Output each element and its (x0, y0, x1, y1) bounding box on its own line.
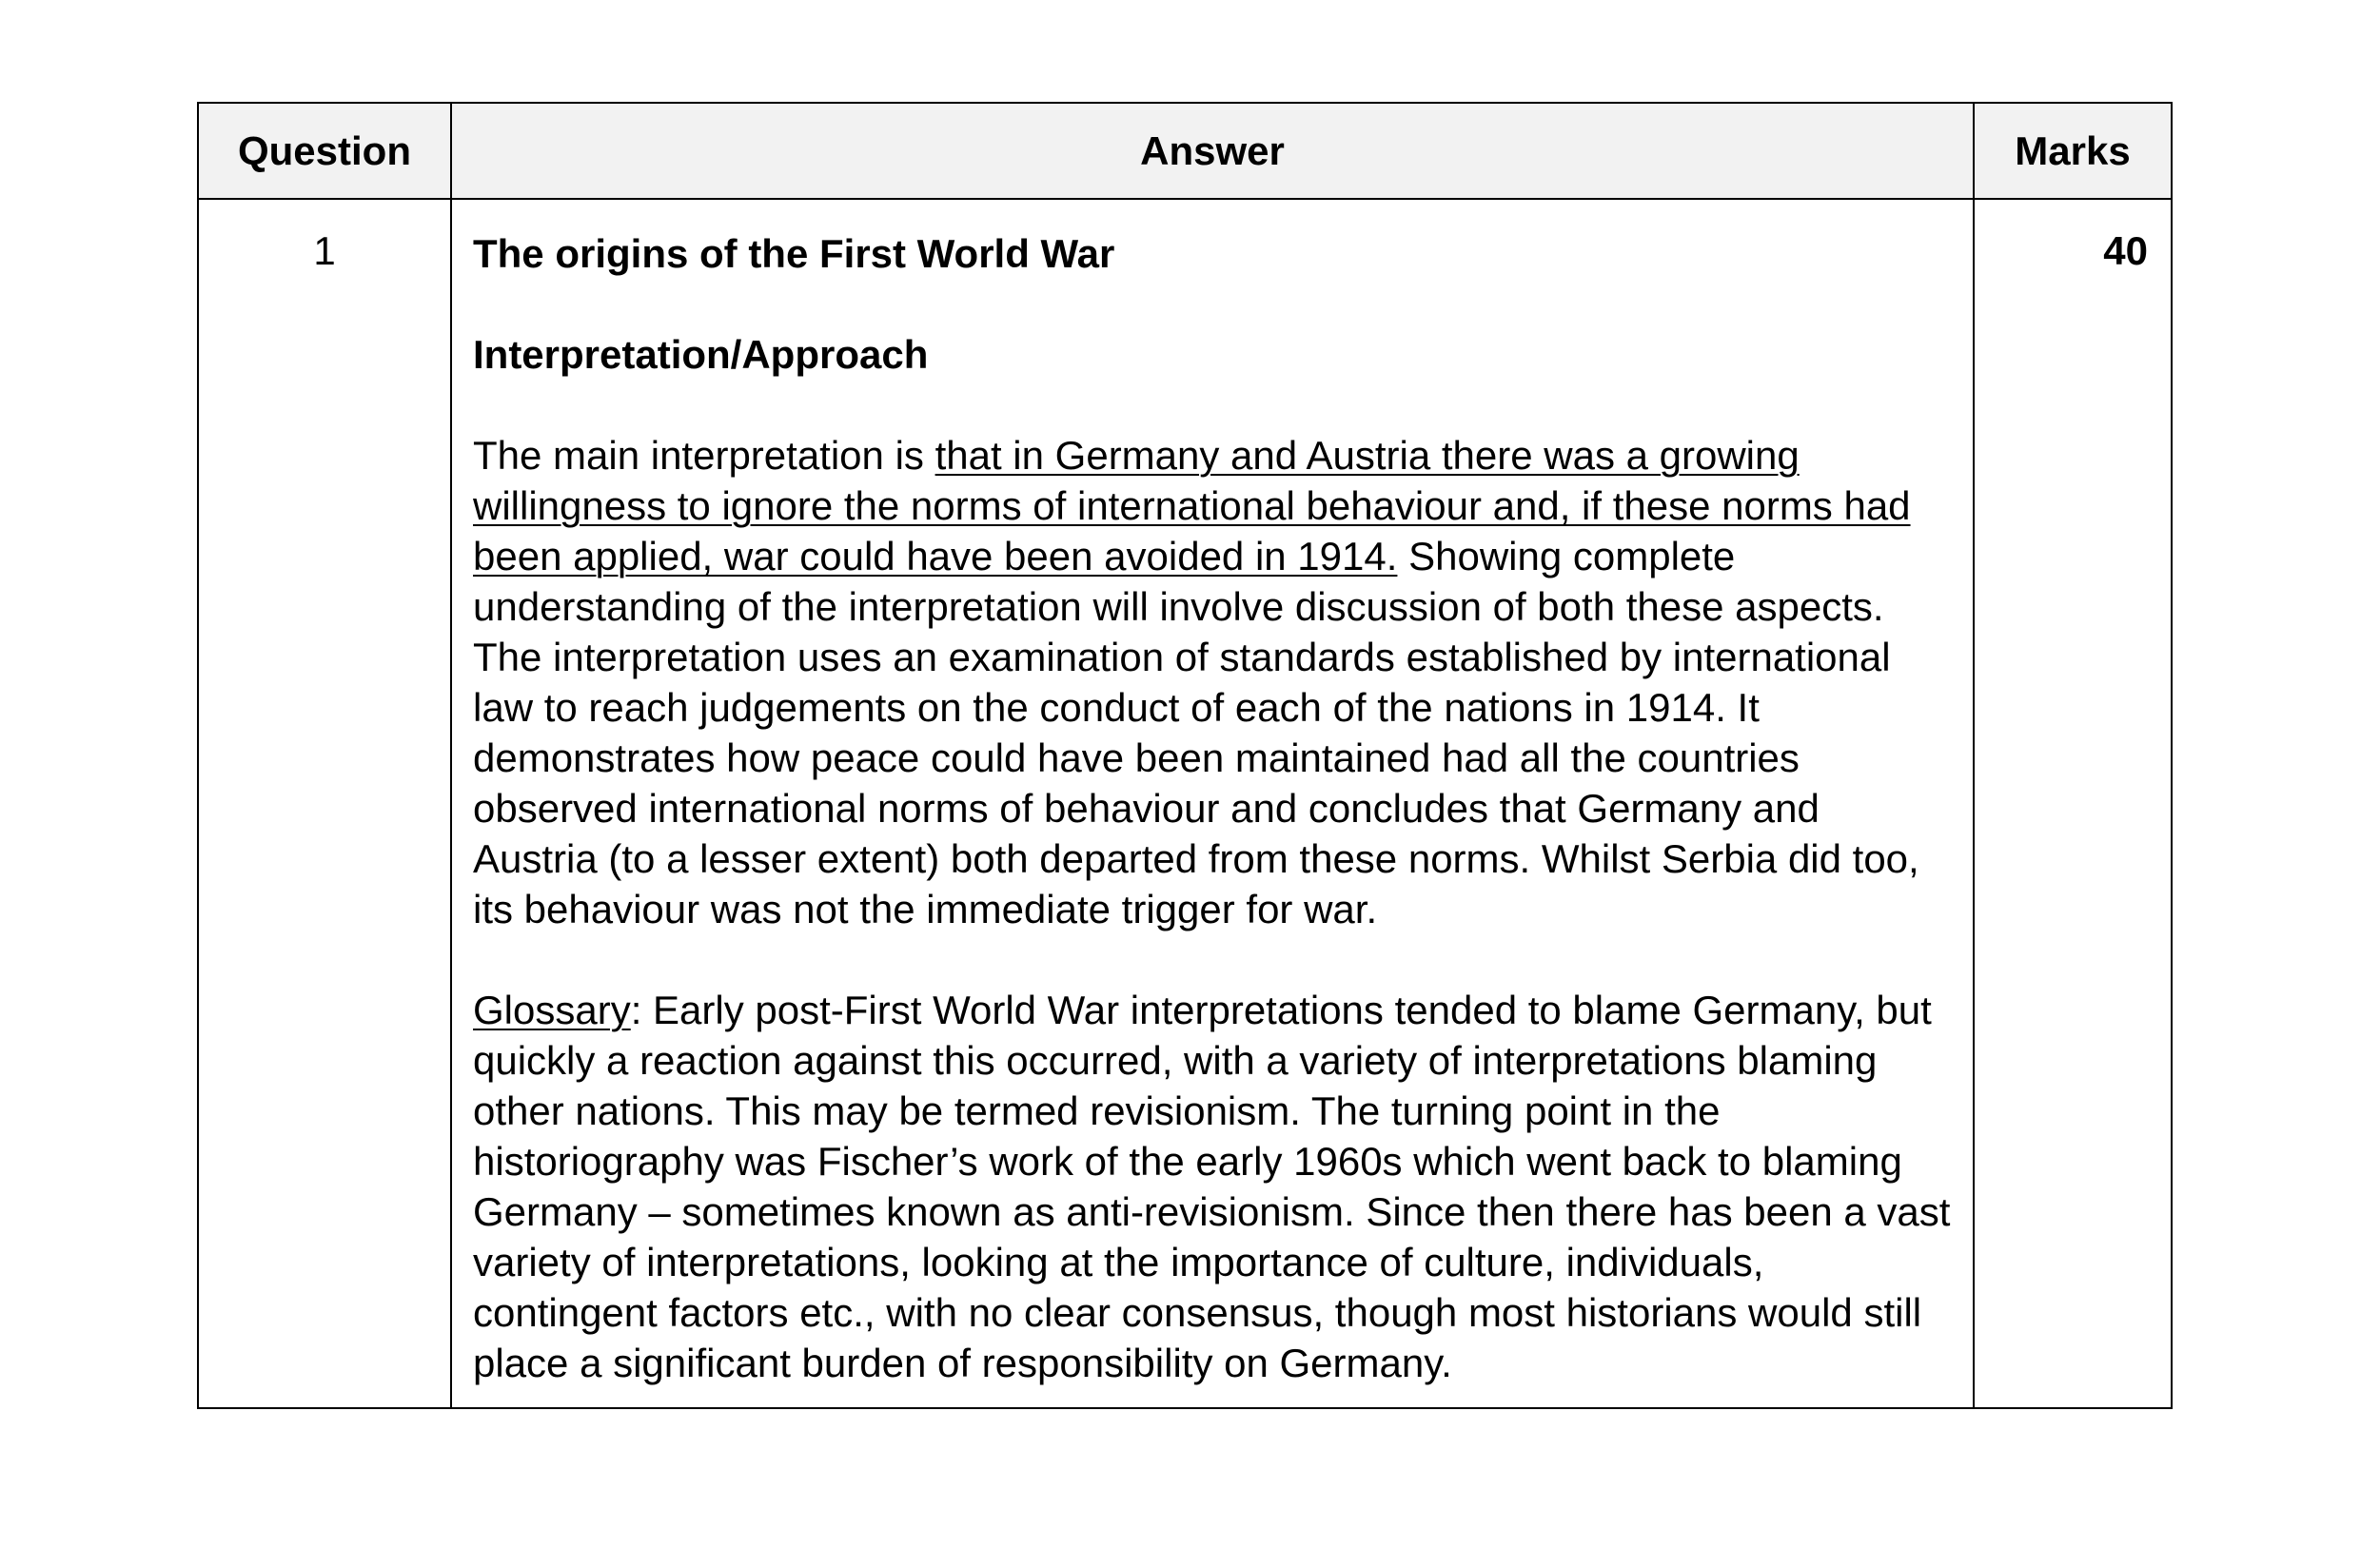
header-marks: Marks (1974, 103, 2172, 199)
glossary-separator: : (630, 988, 642, 1032)
glossary-label: Glossary (473, 988, 631, 1032)
mark-scheme-table (197, 102, 2173, 1409)
answer-title: The origins of the First World War (473, 231, 1115, 276)
interpretation-paragraph (473, 430, 1952, 934)
table-body (198, 199, 2172, 1408)
header-question: Question (198, 103, 451, 199)
marks-value: 40 (1974, 199, 2172, 1408)
table-header (198, 103, 2172, 199)
header-row (198, 103, 2172, 199)
header-answer: Answer (451, 103, 1974, 199)
glossary-paragraph (473, 985, 1952, 1388)
answer-subtitle: Interpretation/Approach (473, 332, 929, 377)
table-row (198, 199, 2172, 1408)
interpretation-underlined: that in Germany and Austria there was a growing willingness to ignore the norms of international behaviour and, if these norms had been applied, war could have been avoided in 1914. (473, 433, 1911, 578)
interpretation-lead: The main interpretation is (473, 433, 935, 478)
interpretation-rest: Showing complete understanding of the interpretation will involve discussion of both these aspects. The interpretation uses an examination of standards established by international law to reach judgements on the conduct of each of the nations in 1914. It demonstrates how peace could have been maintained had all the countries observed international norms of behaviour and concludes that Germany and Austria (to a lesser extent) both departed from these norms. Whilst Serbia did too, its behaviour was not the immediate trigger for war. (473, 534, 1919, 931)
question-number: 1 (198, 199, 451, 1408)
answer-cell (451, 199, 1974, 1408)
glossary-text: Early post-First World War interpretations tended to blame Germany, but quickly a reaction against this occurred, with a variety of interpretations blaming other nations. This may be termed revisionism. The turning point in the historiography was Fischer’s work of the early 1960s which went back to blaming Germany – sometimes known as anti-revisionism. Since then there has been a vast variety of interpretations, looking at the importance of culture, individuals, contingent factors etc., with no clear consensus, though most historians would still place a significant burden of responsibility on Germany. (473, 988, 1951, 1385)
